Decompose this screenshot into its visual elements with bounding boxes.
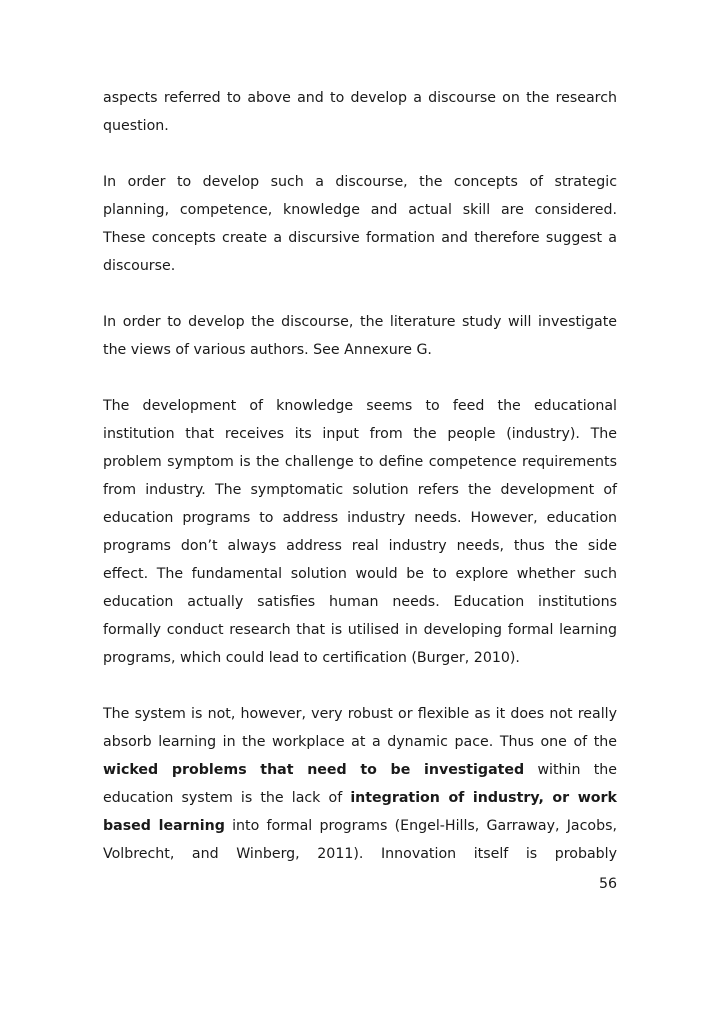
paragraph-text: into formal programs (Engel-Hills, Garraway, Jacobs, Volbrecht, and Winberg, 2011). Innovation itself is probably <box>103 818 617 862</box>
paragraph-text: The development of knowledge seems to feed the educational institution that receives its input from the people (industry). The problem symptom is the challenge to define competence requirements from industry. The symptomatic solution refers the development of education programs to address industry needs. However, education programs don’t always address real industry needs, thus the side effect. The fundamental solution would be to explore whether such education actually satisfies human needs. Education institutions formally conduct research that is utilised in developing formal learning programs, which could lead to certification (Burger, 2010). <box>103 398 617 666</box>
paragraph-text: aspects referred to above and to develop a discourse on the research question. <box>103 90 617 134</box>
body-text <box>103 84 617 868</box>
bold-phrase: integration of industry, or work based learning <box>103 790 617 834</box>
paragraph-2 <box>103 168 617 280</box>
paragraph-4 <box>103 392 617 672</box>
paragraph-text: In order to develop such a discourse, the concepts of strategic planning, competence, knowledge and actual skill are considered. These concepts create a discursive formation and therefore suggest a discourse. <box>103 174 617 274</box>
paragraph-1 <box>103 84 617 140</box>
page-number: 56 <box>598 876 617 892</box>
bold-phrase: wicked problems that need to be investigated <box>103 762 525 778</box>
paragraph-3 <box>103 308 617 364</box>
paragraph-text: In order to develop the discourse, the literature study will investigate the views of various authors. See Annexure G. <box>103 314 617 358</box>
paragraph-text: within the education system is the lack of <box>103 762 618 806</box>
paragraph-text: The system is not, however, very robust or flexible as it does not really absorb learning in the workplace at a dynamic pace. Thus one of the <box>103 706 617 750</box>
paragraph-5 <box>103 700 617 868</box>
